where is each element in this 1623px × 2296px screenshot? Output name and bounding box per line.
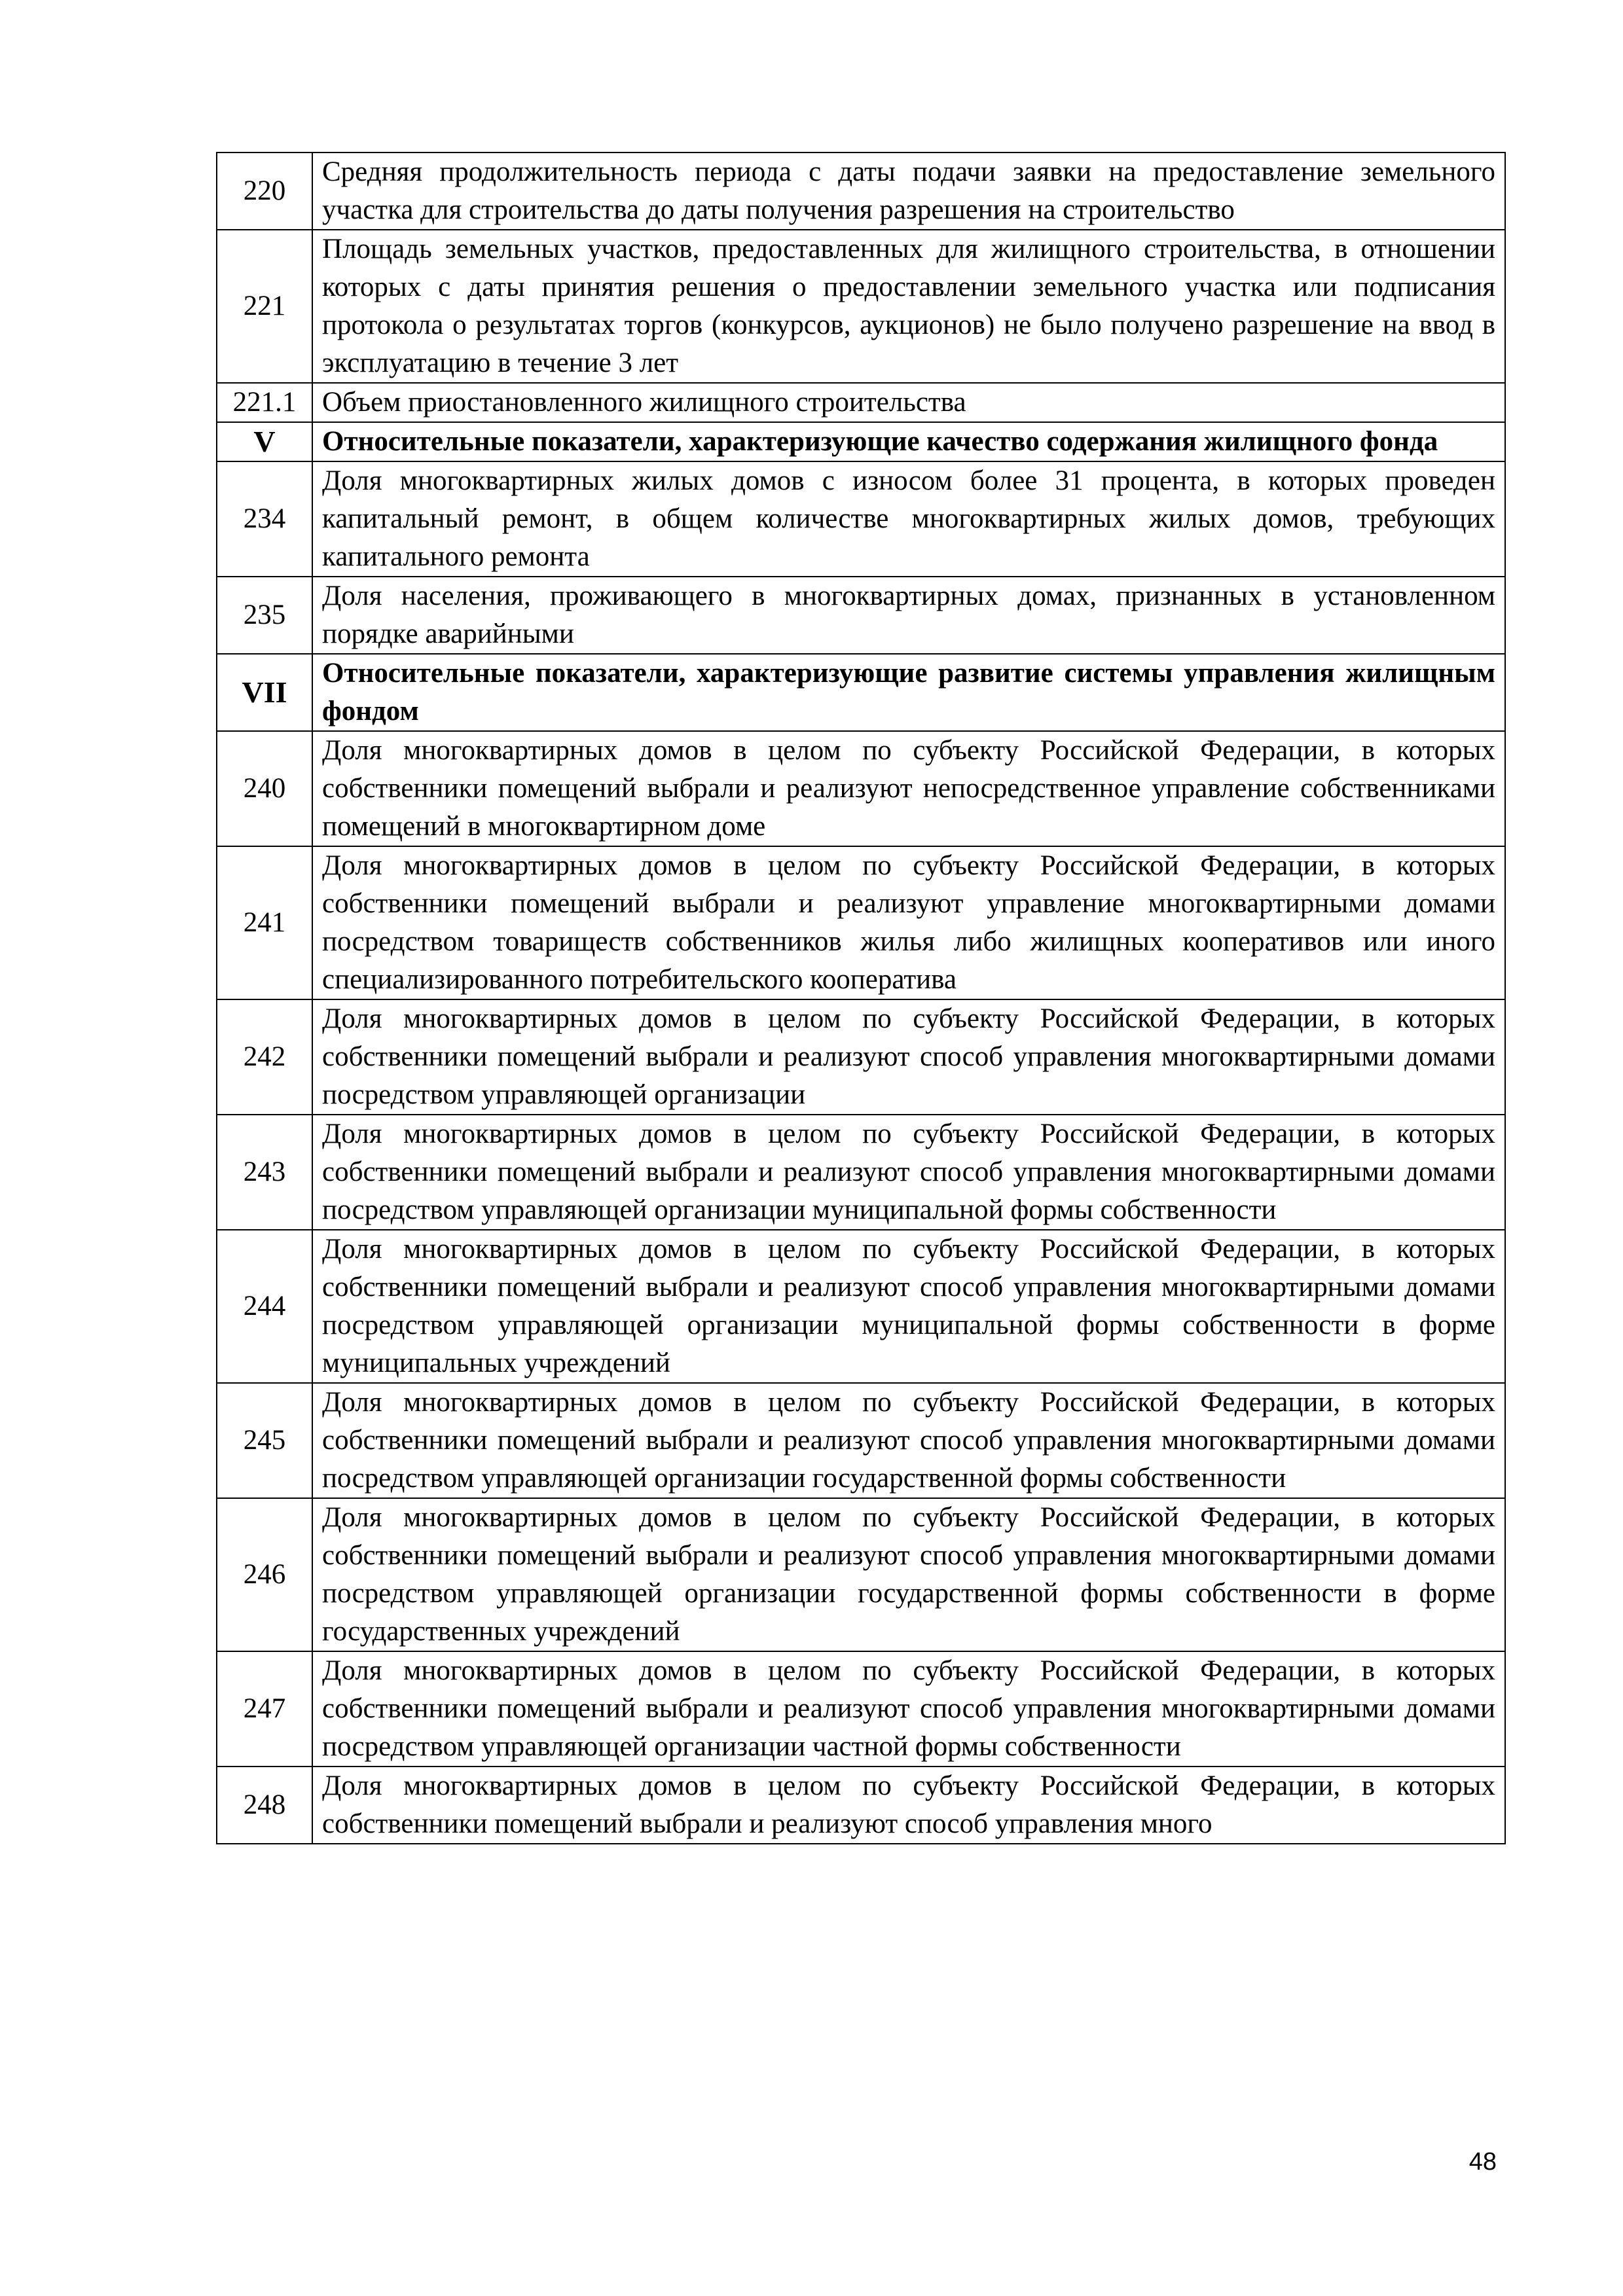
table-row — [217, 1498, 1505, 1651]
table-row — [217, 1230, 1505, 1383]
table-row — [217, 461, 1505, 577]
indicator-number: 220 — [217, 152, 312, 230]
indicator-number: 235 — [217, 577, 312, 654]
page-number: 48 — [1468, 2148, 1497, 2176]
indicator-description: Доля многоквартирных домов в целом по субъекту Российской Федерации, в которых собственники помещений выбрали и реализуют способ управления многоквартирными домами посредством управляющей организации частной формы собственности — [312, 1651, 1505, 1767]
indicator-description: Доля многоквартирных домов в целом по субъекту Российской Федерации, в которых собственники помещений выбрали и реализуют способ управления многоквартирными домами посредством управляющей организации муниципальной формы собственности в форме муниципальных учреждений — [312, 1230, 1505, 1383]
section-title: Относительные показатели, характеризующие развитие системы управления жилищным фондом — [312, 654, 1505, 731]
table-row — [217, 230, 1505, 383]
section-row — [217, 654, 1505, 731]
table-row — [217, 731, 1505, 846]
indicator-number: 241 — [217, 846, 312, 999]
indicator-description: Средняя продолжительность периода с даты подачи заявки на предоставление земельного участка для строительства до даты получения разрешения на строительство — [312, 152, 1505, 230]
section-number: VII — [217, 654, 312, 731]
indicator-number: 221.1 — [217, 383, 312, 422]
indicator-description: Площадь земельных участков, предоставленных для жилищного строительства, в отношении которых с даты принятия решения о предоставлении земельного участка или подписания протокола о результатах торгов (конкурсов, аукционов) не было получено разрешение на ввод в эксплуатацию в течение 3 лет — [312, 230, 1505, 383]
indicators-table-body — [217, 152, 1505, 1844]
table-row — [217, 383, 1505, 422]
table-row — [217, 1383, 1505, 1498]
indicator-description: Доля многоквартирных жилых домов с износом более 31 процента, в которых проведен капитальный ремонт, в общем количестве многоквартирных жилых домов, требующих капитального ремонта — [312, 461, 1505, 577]
table-row — [217, 577, 1505, 654]
indicator-description: Доля населения, проживающего в многоквартирных домах, признанных в установленном порядке аварийными — [312, 577, 1505, 654]
indicator-number: 242 — [217, 999, 312, 1115]
indicator-description: Доля многоквартирных домов в целом по субъекту Российской Федерации, в которых собственники помещений выбрали и реализуют управление многоквартирными домами посредством товариществ собственников жилья либо жилищных кооперативов или иного специализированного потребительского кооператива — [312, 846, 1505, 999]
indicator-description: Доля многоквартирных домов в целом по субъекту Российской Федерации, в которых собственники помещений выбрали и реализуют непосредственное управление собственниками помещений в многоквартирном доме — [312, 731, 1505, 846]
indicator-description: Доля многоквартирных домов в целом по субъекту Российской Федерации, в которых собственники помещений выбрали и реализуют способ управления много — [312, 1767, 1505, 1844]
indicator-number: 245 — [217, 1383, 312, 1498]
indicator-number: 221 — [217, 230, 312, 383]
table-row — [217, 1651, 1505, 1767]
indicator-number: 234 — [217, 461, 312, 577]
section-number: V — [217, 422, 312, 461]
indicator-description: Доля многоквартирных домов в целом по субъекту Российской Федерации, в которых собственники помещений выбрали и реализуют способ управления многоквартирными домами посредством управляющей организации государственной формы собственности — [312, 1383, 1505, 1498]
indicator-number: 247 — [217, 1651, 312, 1767]
section-row — [217, 422, 1505, 461]
indicator-number: 243 — [217, 1115, 312, 1230]
indicator-number: 244 — [217, 1230, 312, 1383]
table-row — [217, 1767, 1505, 1844]
indicator-number: 246 — [217, 1498, 312, 1651]
indicator-description: Объем приостановленного жилищного строительства — [312, 383, 1505, 422]
indicator-number: 240 — [217, 731, 312, 846]
indicator-description: Доля многоквартирных домов в целом по субъекту Российской Федерации, в которых собственники помещений выбрали и реализуют способ управления многоквартирными домами посредством управляющей организации муниципальной формы собственности — [312, 1115, 1505, 1230]
table-row — [217, 152, 1505, 230]
indicator-description: Доля многоквартирных домов в целом по субъекту Российской Федерации, в которых собственники помещений выбрали и реализуют способ управления многоквартирными домами посредством управляющей организации — [312, 999, 1505, 1115]
indicators-table — [216, 152, 1506, 1844]
table-row — [217, 999, 1505, 1115]
table-row — [217, 846, 1505, 999]
indicator-description: Доля многоквартирных домов в целом по субъекту Российской Федерации, в которых собственники помещений выбрали и реализуют способ управления многоквартирными домами посредством управляющей организации государственной формы собственности в форме государственных учреждений — [312, 1498, 1505, 1651]
section-title: Относительные показатели, характеризующие качество содержания жилищного фонда — [312, 422, 1505, 461]
indicator-number: 248 — [217, 1767, 312, 1844]
table-row — [217, 1115, 1505, 1230]
